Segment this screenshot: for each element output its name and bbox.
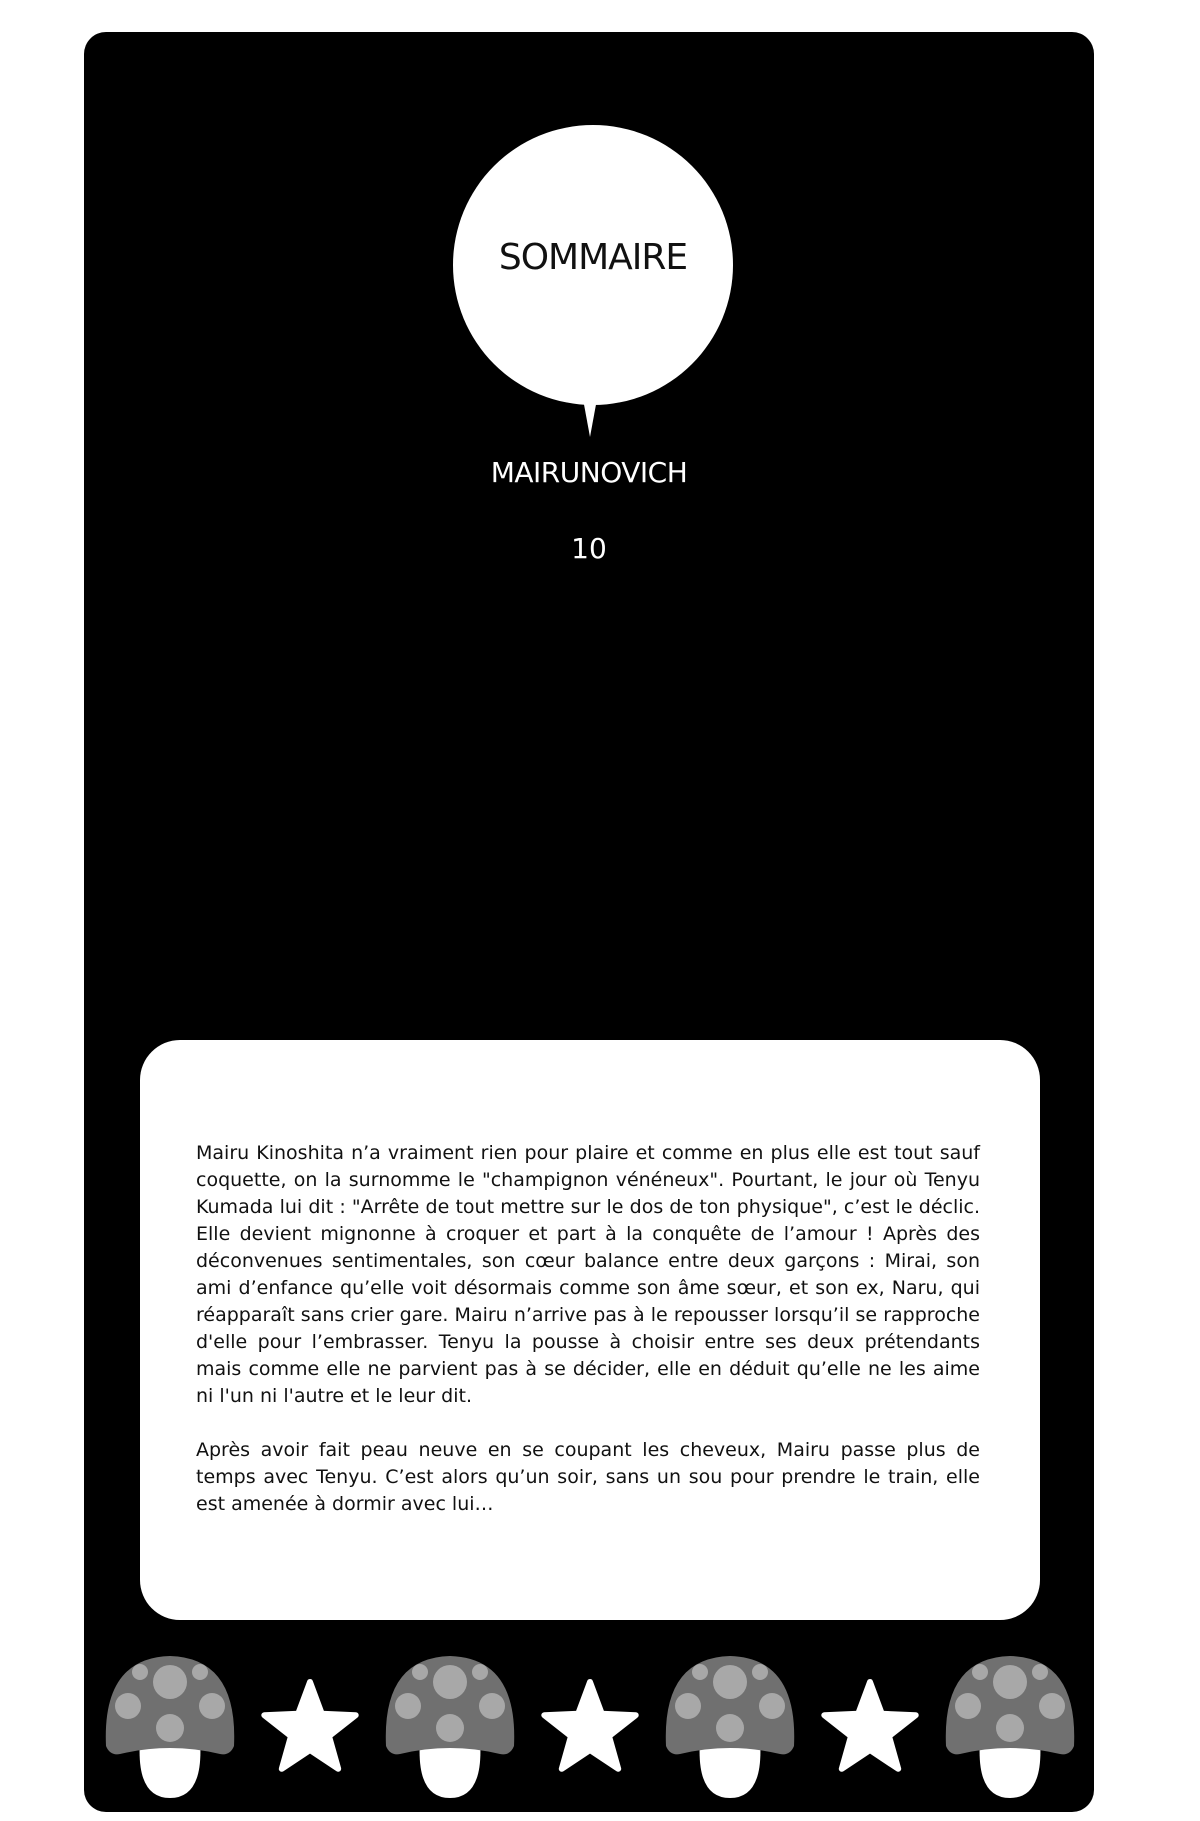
toc-series-title: MAIRUNOVICH	[490, 456, 688, 489]
mushroom-icon	[940, 1648, 1080, 1808]
star-icon	[820, 1678, 920, 1778]
page-title: SOMMAIRE	[498, 237, 688, 278]
page-panel	[84, 32, 1094, 1812]
toc-volume-number: 10	[571, 532, 607, 565]
speech-bubble	[453, 125, 733, 405]
mushroom-icon	[380, 1648, 520, 1808]
summary-text	[196, 1140, 980, 1545]
summary-paragraph: Après avoir fait peau neuve en se coupant les cheveux, Mairu passe plus de temps avec Tenyu. C’est alors qu’un soir, sans un sou pour prendre le train, elle est amenée à dormir avec lui…	[196, 1439, 980, 1515]
star-icon	[260, 1678, 360, 1778]
mushroom-icon	[660, 1648, 800, 1808]
summary-box	[140, 1040, 1040, 1620]
decoration-row	[84, 1646, 1094, 1812]
speech-bubble-tail	[576, 361, 604, 437]
mushroom-icon	[100, 1648, 240, 1808]
summary-paragraph: Mairu Kinoshita n’a vraiment rien pour plaire et comme en plus elle est tout sauf coquette, on la surnomme le "champignon vénéneux". Pourtant, le jour où Tenyu Kumada lui dit : "Arrête de tout mettre sur le dos de ton physique", c’est le déclic. Elle devient mignonne à croquer et part à la conquête de l’amour ! Après des déconvenues sentimentales, son cœur balance entre deux garçons : Mirai, son ami d’enfance qu’elle voit désormais comme son âme sœur, et son ex, Naru, qui réapparaît sans crier gare. Mairu n’arrive pas à le repousser lorsqu’il se rapproche d'elle pour l’embrasser. Tenyu la pousse à choisir entre ses deux prétendants mais comme elle ne parvient pas à se décider, elle en déduit qu’elle ne les aime ni l'un ni l'autre et le leur dit.	[196, 1142, 980, 1407]
star-icon	[540, 1678, 640, 1778]
